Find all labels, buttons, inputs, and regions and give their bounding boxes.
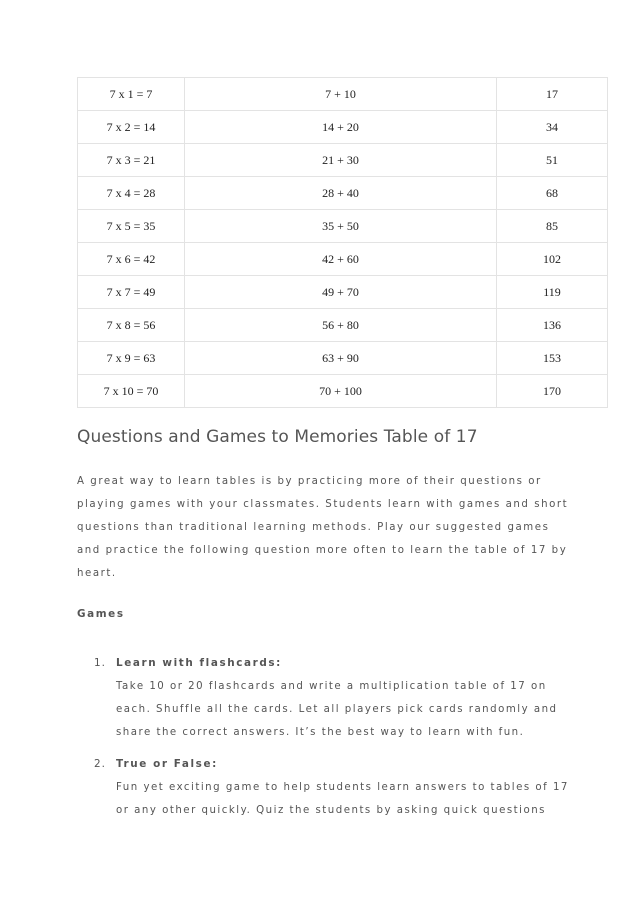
multiplication-table [77, 77, 608, 408]
games-list [94, 652, 576, 831]
table-cell-equation: 7 x 9 = 63 [78, 342, 185, 375]
table-cell-result: 85 [497, 210, 608, 243]
list-item [94, 753, 576, 822]
table-cell-result: 102 [497, 243, 608, 276]
list-item-text: Take 10 or 20 flashcards and write a multiplication table of 17 on each. Shuffle all the cards. Let all players pick cards randomly and share the correct answers. It’s the best way to learn with fun. [116, 681, 558, 738]
table-cell-result: 68 [497, 177, 608, 210]
table-cell-result: 17 [497, 78, 608, 111]
table-cell-addition: 56 + 80 [185, 309, 497, 342]
table-row [78, 144, 608, 177]
table-cell-result: 51 [497, 144, 608, 177]
list-item-number: 1. [94, 657, 106, 669]
table-row [78, 375, 608, 408]
table-cell-equation: 7 x 7 = 49 [78, 276, 185, 309]
table-cell-result: 34 [497, 111, 608, 144]
intro-paragraph: A great way to learn tables is by practicing more of their questions or playing games with your classmates. Students learn with games and short questions than traditional learning methods. Play our suggested games and practice the following question more often to learn the table of 17 by heart. [77, 476, 569, 579]
table-row [78, 78, 608, 111]
list-item-number: 2. [94, 758, 106, 770]
table-cell-addition: 63 + 90 [185, 342, 497, 375]
table-cell-addition: 42 + 60 [185, 243, 497, 276]
table-row [78, 276, 608, 309]
table-cell-equation: 7 x 1 = 7 [78, 78, 185, 111]
list-item-text: Fun yet exciting game to help students learn answers to tables of 17 or any other quickly. Quiz the students by asking quick questions [116, 782, 569, 816]
table-row [78, 243, 608, 276]
table-cell-addition: 21 + 30 [185, 144, 497, 177]
table-row [78, 177, 608, 210]
table-cell-equation: 7 x 6 = 42 [78, 243, 185, 276]
list-item [94, 652, 576, 744]
table-body [78, 78, 608, 408]
table-cell-result: 136 [497, 309, 608, 342]
table-row [78, 210, 608, 243]
table-cell-equation: 7 x 8 = 56 [78, 309, 185, 342]
section-title: Questions and Games to Memories Table of 17 [77, 427, 478, 447]
table-cell-equation: 7 x 5 = 35 [78, 210, 185, 243]
table-cell-addition: 7 + 10 [185, 78, 497, 111]
table-cell-addition: 35 + 50 [185, 210, 497, 243]
table-cell-equation: 7 x 2 = 14 [78, 111, 185, 144]
table-cell-addition: 70 + 100 [185, 375, 497, 408]
table-cell-equation: 7 x 3 = 21 [78, 144, 185, 177]
table-cell-result: 119 [497, 276, 608, 309]
table-cell-equation: 7 x 10 = 70 [78, 375, 185, 408]
list-item-title: True or False: [116, 758, 218, 770]
table-cell-result: 153 [497, 342, 608, 375]
table-cell-result: 170 [497, 375, 608, 408]
table-row [78, 309, 608, 342]
table-row [78, 342, 608, 375]
list-item-title: Learn with flashcards: [116, 657, 282, 669]
table-cell-addition: 14 + 20 [185, 111, 497, 144]
table-row [78, 111, 608, 144]
games-heading: Games [77, 608, 125, 620]
table-cell-addition: 28 + 40 [185, 177, 497, 210]
table-cell-addition: 49 + 70 [185, 276, 497, 309]
table-cell-equation: 7 x 4 = 28 [78, 177, 185, 210]
